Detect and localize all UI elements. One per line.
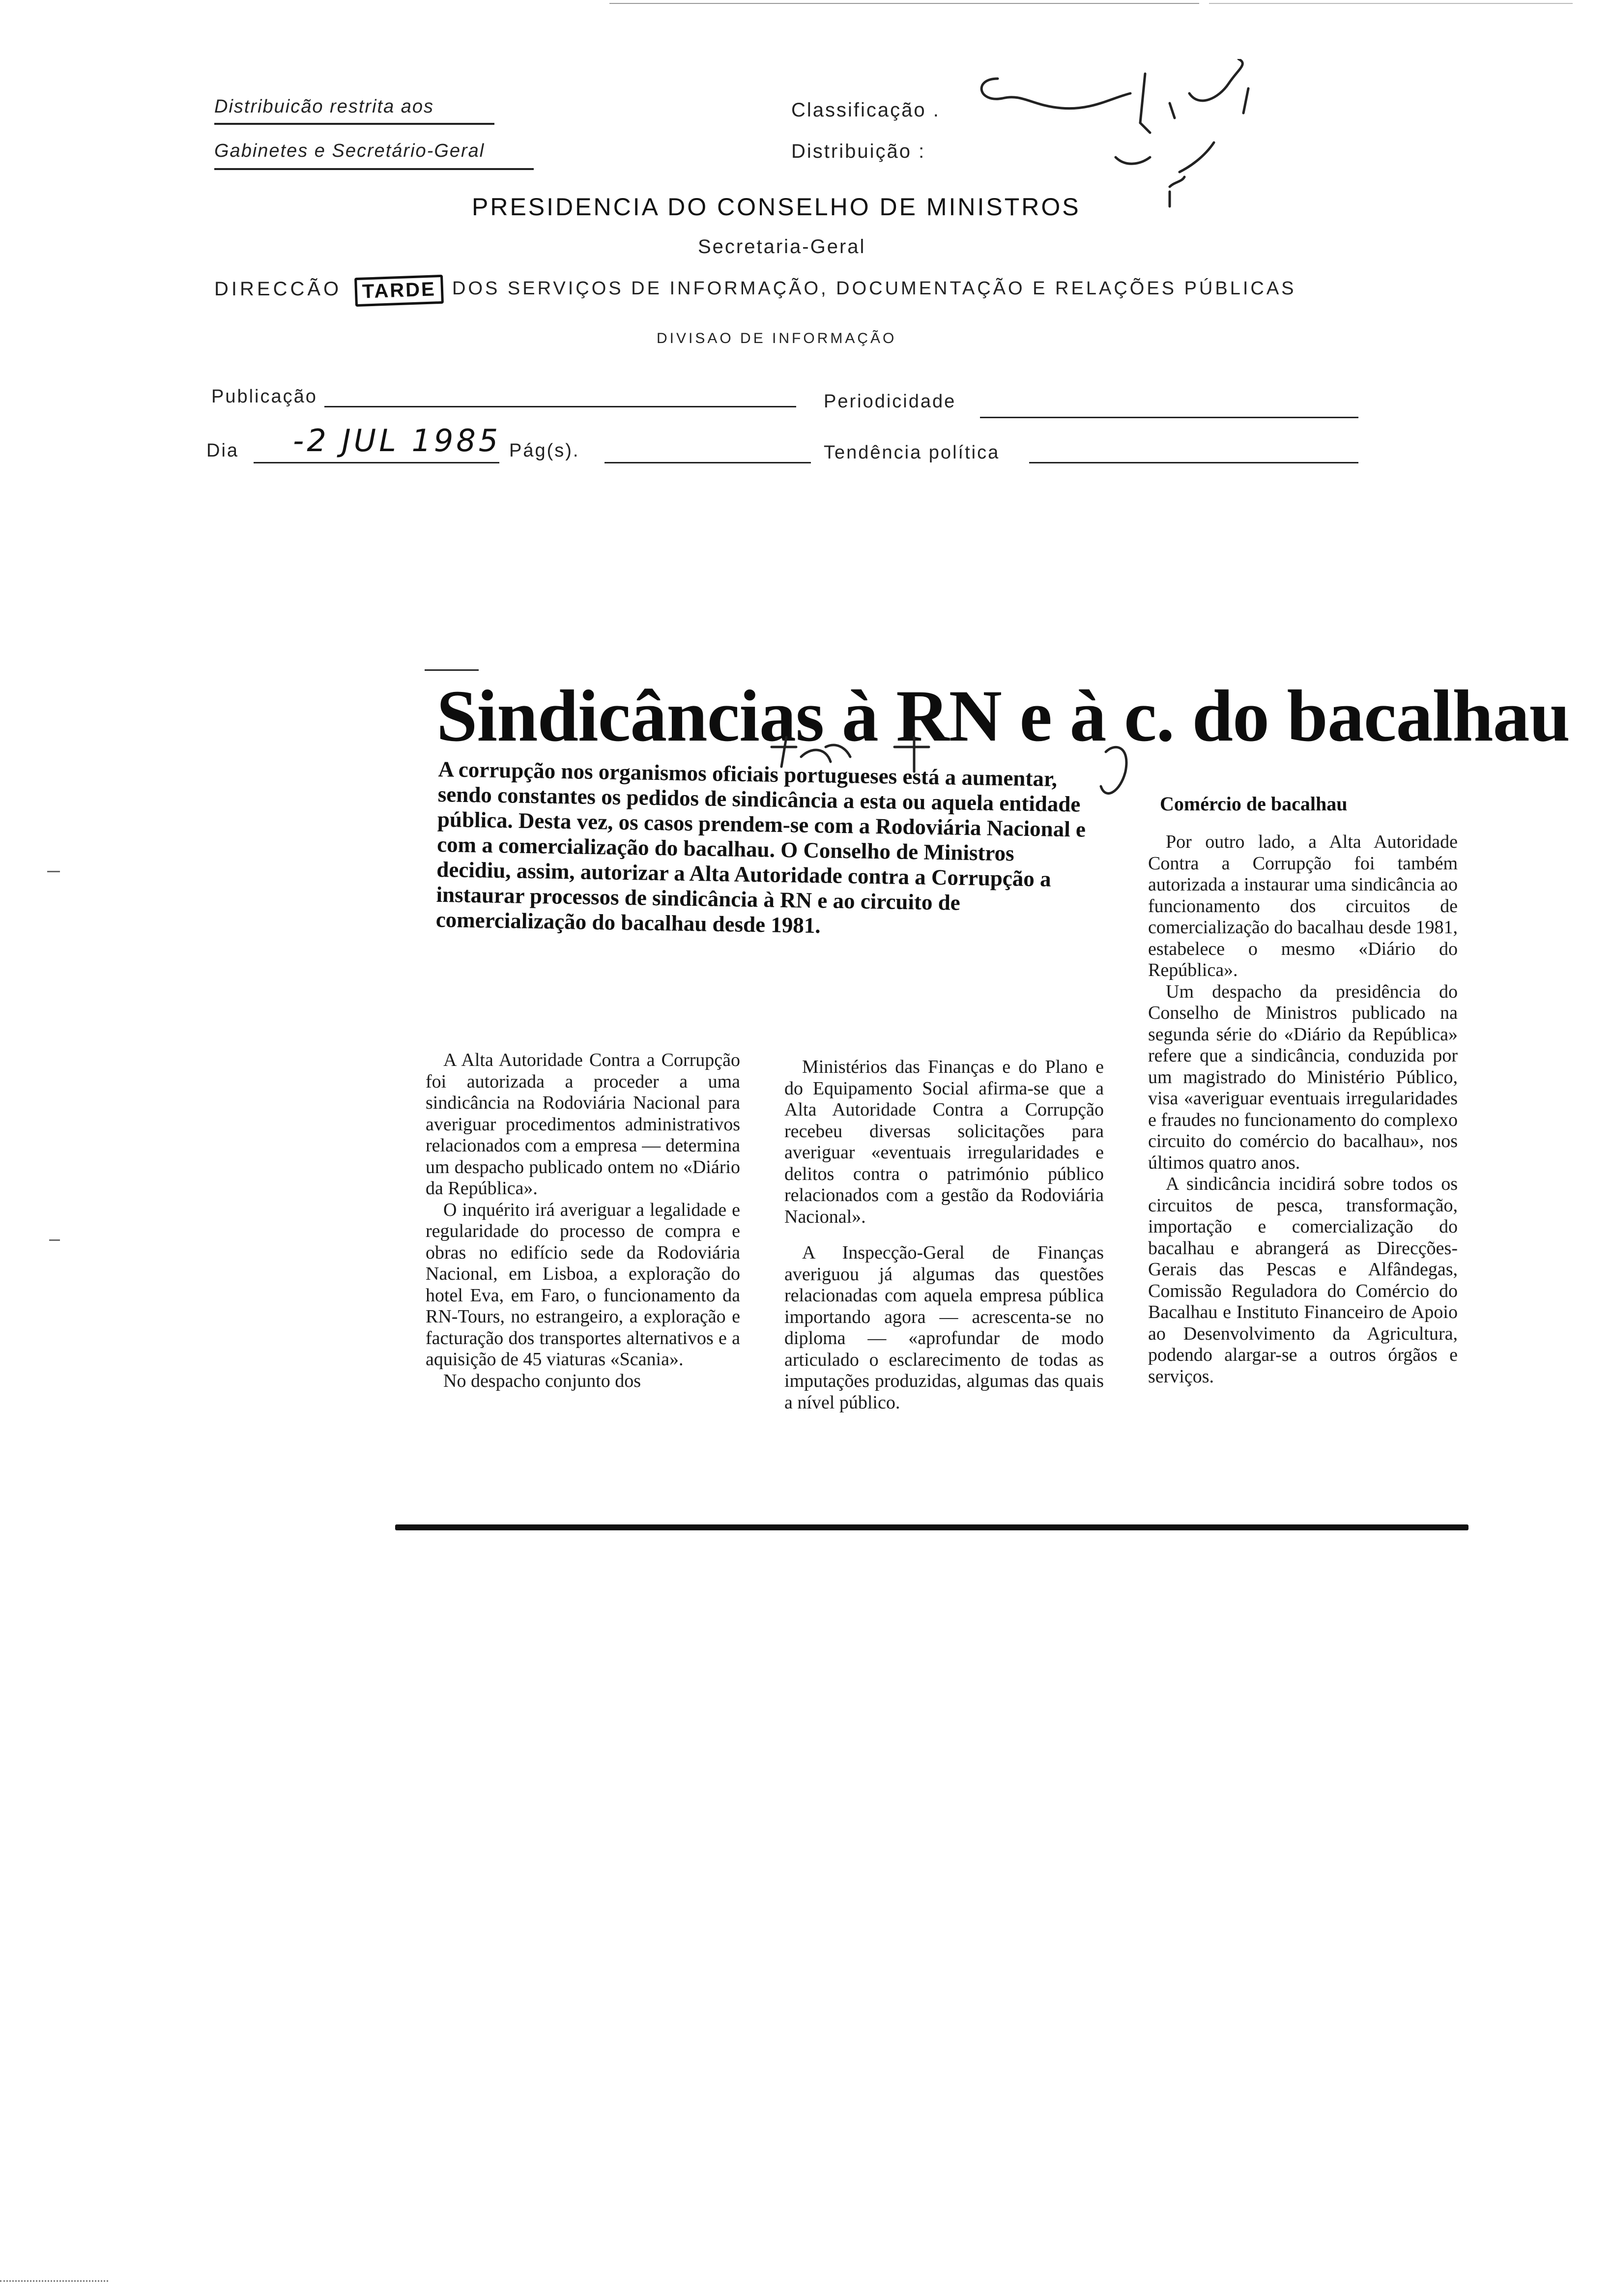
- pages-line: [604, 462, 811, 463]
- margin-mark-left-1: [47, 871, 60, 872]
- restricted-underline-1: [214, 123, 494, 125]
- col1-para-3: No despacho conjunto dos: [443, 1370, 641, 1391]
- col1-para-1: A Alta Autoridade Contra a Corrupção foi autorizada a proceder a uma sindicância na Rodoviária Nacional para averiguar procedimentos administrativos relacionados com a empresa — determina um despacho publicado ontem no «Diário da República».: [426, 1050, 740, 1199]
- col2-para-2: A Inspecção-Geral de Finanças averiguou já algumas das questões relacionadas com aquela empresa pública importando agora — acrescenta-se no diploma — «aprofundar de modo articulado o esclarecimento de todas as imputações produzidas, algumas das quais a nível público.: [784, 1242, 1104, 1413]
- page-subtitle: Secretaria-Geral: [698, 236, 866, 258]
- tarde-stamp: TARDE: [354, 275, 444, 307]
- col1-para-2: O inquérito irá averiguar a legalidade e regularidade do processo de compra e obras no edifício sede da Rodoviária Nacional, em Lisboa, a exploração do hotel Eva, em Faro, o funcionamento da RN-Tours, no estrangeiro, a exploração e facturação dos transportes alternativos e a aquisição de 45 viaturas «Scania».: [426, 1199, 740, 1370]
- article-column-1: [426, 1050, 740, 1392]
- periodicity-line: [980, 417, 1358, 418]
- top-border-right: [1209, 3, 1573, 4]
- col2-para-1: Ministérios das Finanças e do Plano e do Equipamento Social afirma-se que a Alta Autoridade Contra a Corrupção recebeu diversas solicitações para averiguar «eventuais irregularidades e delitos contra o património público relacionados com a gestão da Rodoviária Nacional».: [784, 1057, 1104, 1227]
- col3-para-3: A sindicância incidirá sobre todos os circuitos de pesca, transformação, importação e comercialização do bacalhau e abrangerá as Direcções-Gerais das Pescas e Alfândegas, Comissão Reguladora do Comércio do Bacalhau e Instituto Financeiro de Apoio ao Desenvolvimento da Agricultura, podendo alargar-se a outros órgãos e serviços.: [1148, 1174, 1458, 1387]
- restricted-underline-2: [214, 168, 534, 170]
- article-lead: A corrupção nos organismos oficiais portugueses está a aumentar, sendo constantes os pedidos de sindicância a esta ou aquela entidade pública. Desta vez, os casos prendem-se com a Rodoviária Nacional e com a comercialização do bacalhau. O Conselho de Ministros decidiu, assim, autorizar a Alta Autoridade contra a Corrupção a instaurar processos de sindicância à RN e ao circuito de comercialização do bacalhau desde 1981.: [435, 757, 1086, 938]
- political-line: [1029, 462, 1358, 463]
- article-headline: Sindicâncias à RN e à c. do bacalhau: [436, 675, 1570, 757]
- article-column-2: [784, 1057, 1104, 1413]
- pages-label: Pág(s).: [509, 440, 580, 461]
- day-line: [254, 462, 499, 463]
- col3-subhead: Comércio de bacalhau: [1160, 793, 1348, 815]
- clipping-bottom-rule: [395, 1524, 1468, 1530]
- periodicity-label: Periodicidade: [824, 391, 956, 412]
- margin-mark-left-2: [49, 1239, 60, 1241]
- top-border: [609, 3, 1199, 4]
- division-label: DIVISAO DE INFORMAÇÃO: [657, 330, 897, 346]
- political-label: Tendência política: [824, 442, 1000, 463]
- distribution-label: Distribuição :: [791, 141, 926, 162]
- restricted-line-1: Distribuicão restrita aos: [214, 96, 434, 117]
- bottom-edge-marks: [0, 2280, 108, 2282]
- day-label: Dia: [206, 440, 239, 461]
- col3-para-2: Um despacho da presidência do Conselho de Ministros publicado na segunda série do «Diário da República» refere que a sindicância, conduzida por um magistrado do Ministério Público, visa «averiguar eventuais irregularidades e fraudes no funcionamento do complexo circuito do comércio do bacalhau», nos últimos quatro anos.: [1148, 981, 1458, 1173]
- direction-rest: DOS SERVIÇOS DE INFORMAÇÃO, DOCUMENTAÇÃO E RELAÇÕES PÚBLICAS: [452, 278, 1296, 299]
- clipping-top-rule: [425, 669, 479, 671]
- col3-para-1: Por outro lado, a Alta Autoridade Contra a Corrupção foi também autorizada a instaurar uma sindicância ao funcionamento dos circuitos de comercialização do bacalhau desde 1981, estabelece o mesmo «Diário do República».: [1148, 832, 1458, 980]
- classification-label: Classificação .: [791, 99, 940, 121]
- day-handwritten: -2 JUL 1985: [293, 423, 501, 459]
- publication-line: [324, 406, 796, 407]
- article-column-3: [1148, 832, 1458, 1387]
- direction-prefix: DIRECCÃO: [214, 278, 342, 300]
- publication-label: Publicação: [211, 386, 317, 407]
- restricted-line-2: Gabinetes e Secretário-Geral: [214, 141, 485, 161]
- page-title: PRESIDENCIA DO CONSELHO DE MINISTROS: [472, 193, 1081, 221]
